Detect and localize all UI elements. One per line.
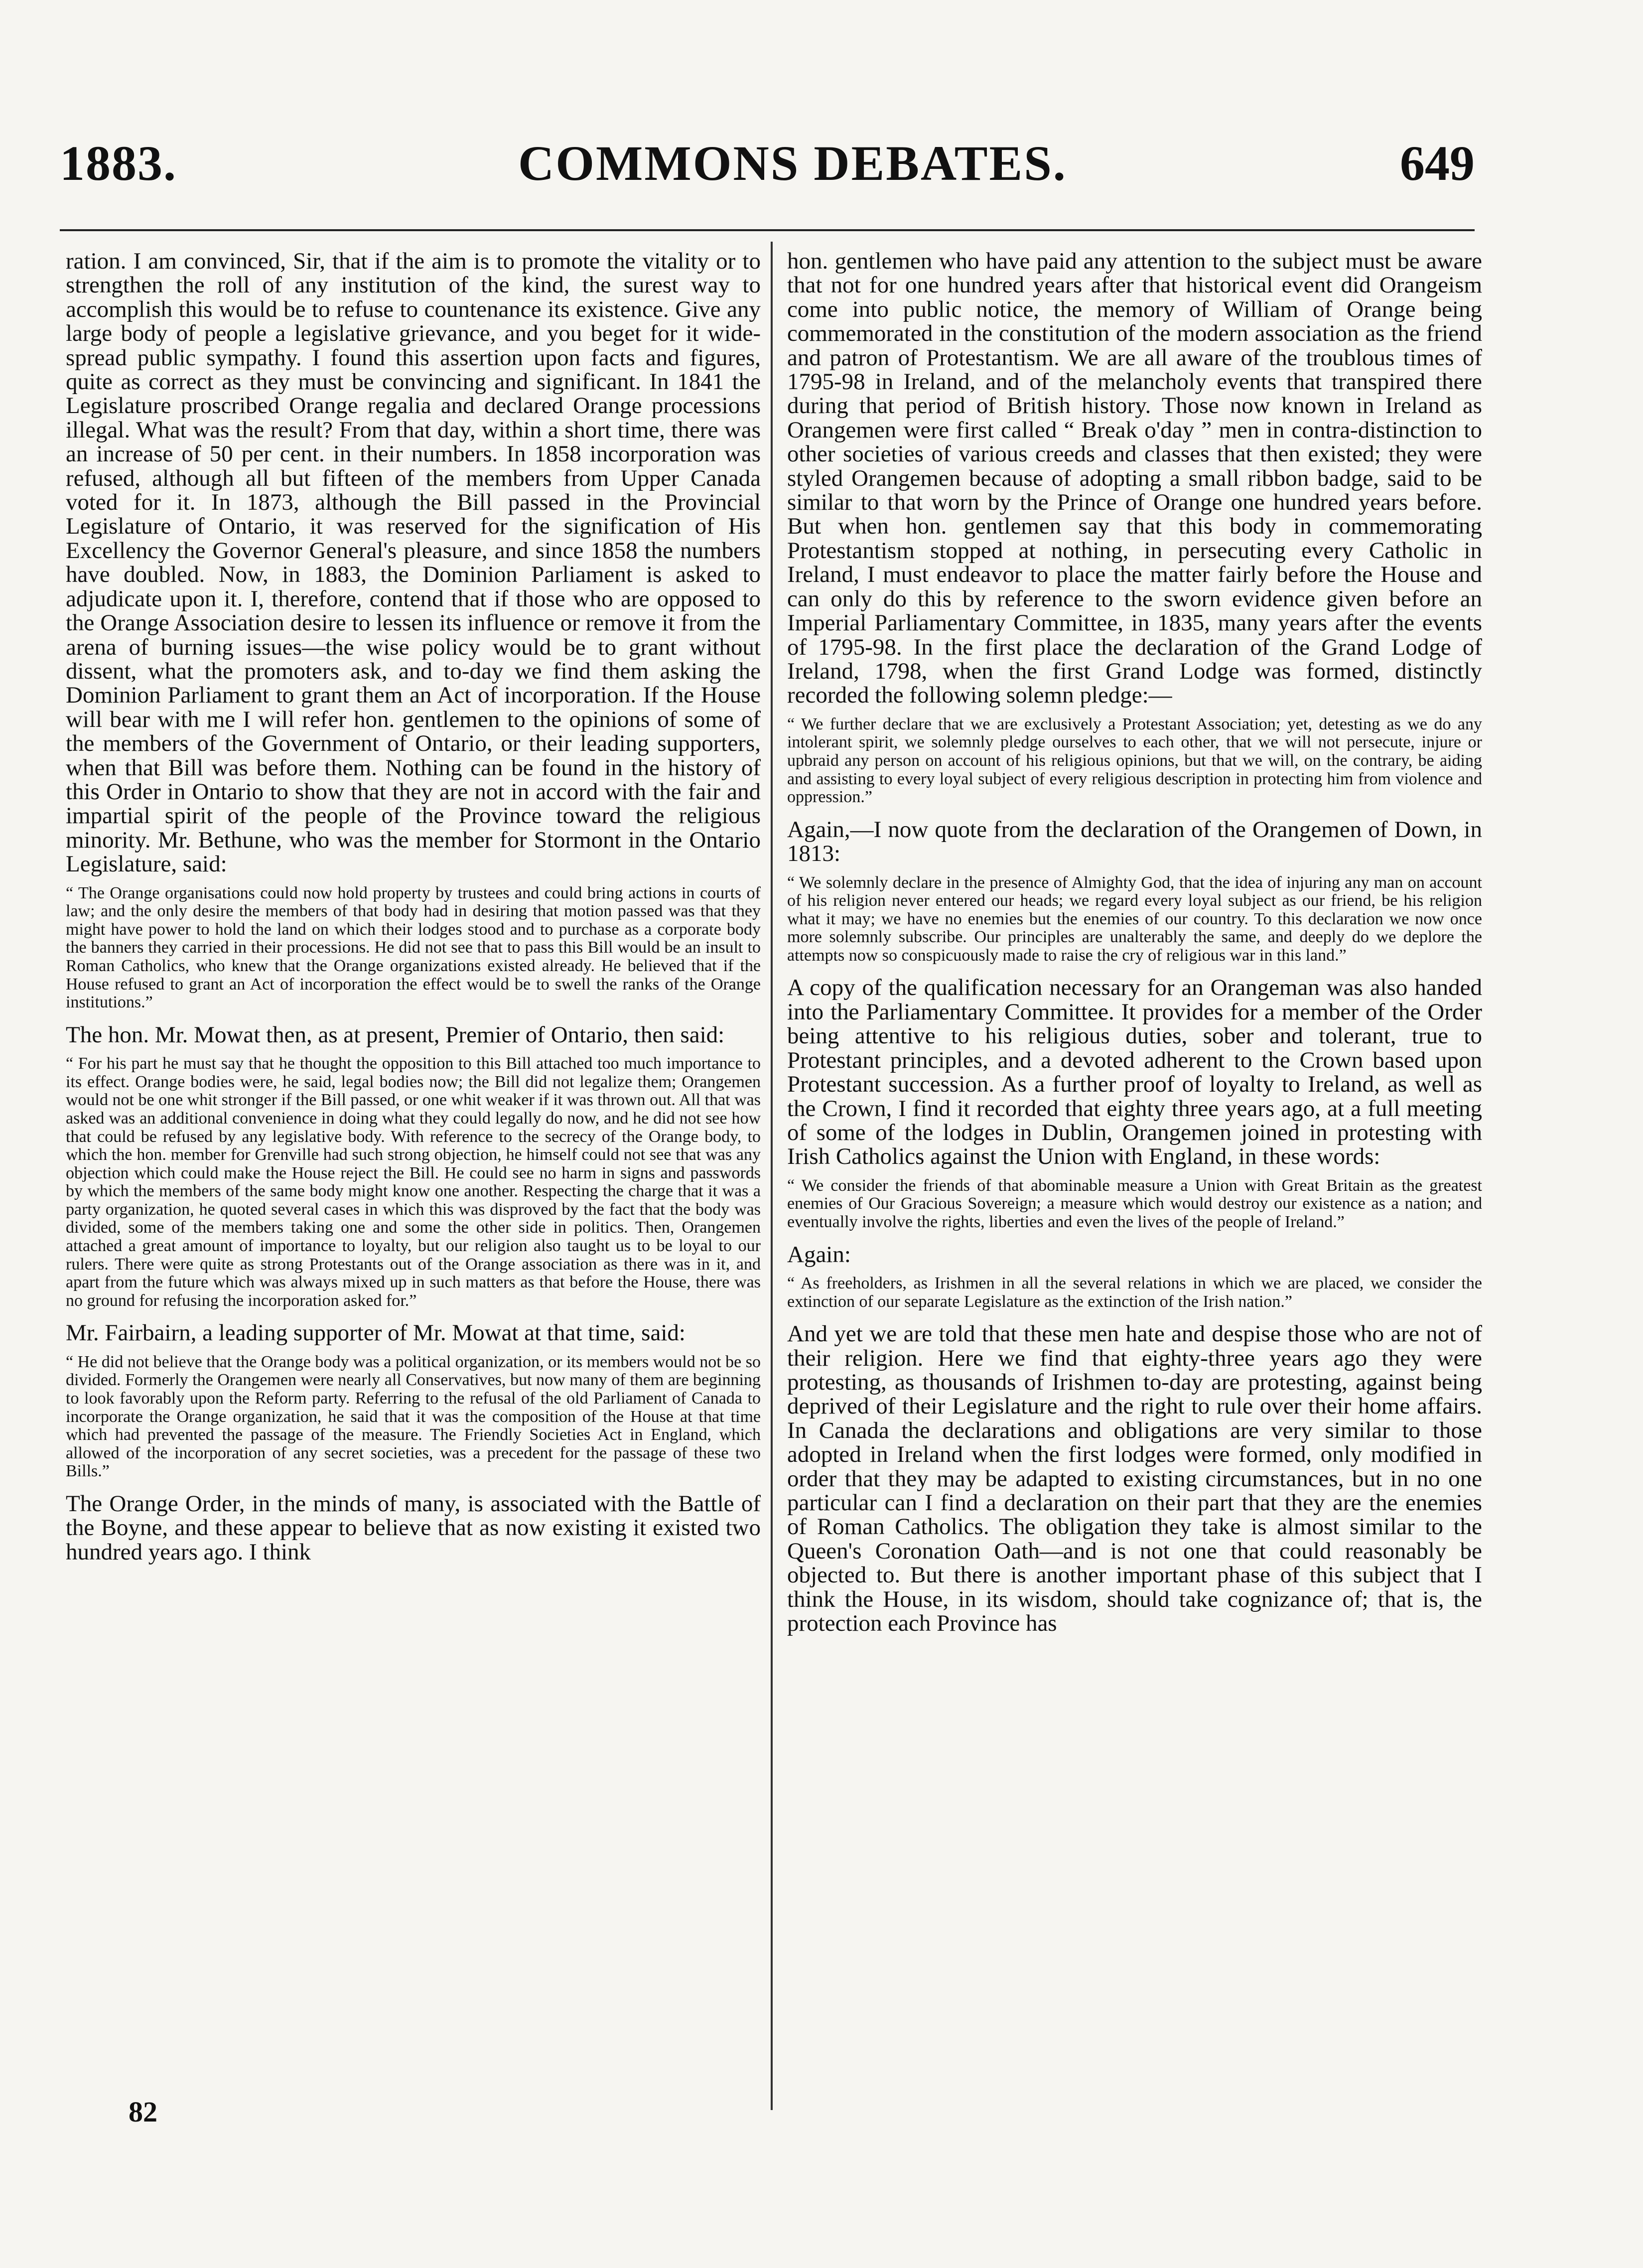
left-column (66, 249, 761, 1564)
body-paragraph: The Orange Order, in the minds of many, is associated with the Battle of the Boyne, and these appear to believe that as now existing it existed two hundred years ago. I think (66, 1491, 761, 1565)
body-paragraph: Mr. Fairbairn, a leading supporter of Mr. Mowat at that time, said: (66, 1320, 685, 1346)
header-title: COMMONS DEBATES. (518, 136, 1067, 191)
body-paragraph: And yet we are told that these men hate and despise those who are not of their religion. Here we find that eighty-three years ago they were protesting, as thousands of Irishmen to-day are protesting, against being deprived of their Legislature and the right to rule over their home affairs. In Canada the declarations and obligations are very similar to those adopted in Ireland when the first lodges were formed, only modified in order that they may be adapted to existing circumstances, but in no one particular can I find a declaration on their part that they are the enemies of Roman Catholics. The obligation they take is almost similar to the Queen's Coronation Oath—and is not one that could reasonably be objected to. But there is another important phase of this subject that I think the House, in its wisdom, should take cognizance of; that is, the protection each Province has (787, 1321, 1482, 1636)
body-paragraph: A copy of the qualification necessary for an Orangeman was also handed into the Parliamentary Committee. It provides for a member of the Order being attentive to his religious duties, sober and tolerant, true to Protestant principles, and a devoted adherent to the Crown based upon Protestant succession. As a further proof of loyalty to Ireland, as well as the Crown, I find it recorded that eighty three years ago, at a full meeting of some of the lodges in Dublin, Orangemen joined in protesting with Irish Catholics against the Union with England, in these words: (787, 975, 1482, 1170)
header-year: 1883. (60, 136, 177, 191)
body-paragraph: Again,—I now quote from the declaration of the Orangemen of Down, in 1813: (787, 816, 1482, 867)
quoted-passage: “ We solemnly declare in the presence of Almighty God, that the idea of injuring any man on account of his religion never entered our heads; we regard every loyal subject as our friend, be his religion what it may; we have no enemies but the enemies of our country. To this declaration we now once more solemnly subscribe. Our principles are unalterably the same, and deeply do we deplore the attempts now so conspicuously made to raise the cry of religious war in this land.” (787, 873, 1482, 965)
quoted-passage: “ The Orange organisations could now hold property by trustees and could bring actions in courts of law; and the only desire the members of that body had in desiring that motion passed was that they might have power to hold the land on which their lodges stood and to purchase as a corporate body the banners they carried in their processions. He did not see that to pass this Bill would be an insult to Roman Catholics, who knew that the Orange organizations existed already. He believed that if the House refused to grant an Act of incorporation the effect would be to swell the ranks of the Orange institutions.” (66, 883, 761, 1012)
body-paragraph: ration. I am convinced, Sir, that if the aim is to promote the vitality or to strengthen the roll of any institution of the kind, the surest way to accomplish this would be to refuse to countenance its existence. Give any large body of people a legislative grievance, and you beget for it wide-spread public sympathy. I found this assertion upon facts and figures, quite as correct as they must be convincing and significant. In 1841 the Legislature proscribed Orange regalia and declared Orange processions illegal. What was the result? From that day, within a short time, there was an increase of 50 per cent. in their numbers. In 1858 incorporation was refused, although all but fifteen of the members from Upper Canada voted for it. In 1873, although the Bill passed in the Provincial Legislature of Ontario, it was reserved for the signification of His Excellency the Governor General's pleasure, and since 1858 the numbers have doubled. Now, in 1883, the Dominion Parliament is asked to adjudicate upon it. I, therefore, contend that if those who are opposed to the Orange Association desire to lessen its influence or remove it from the arena of burning issues—the wise policy would be to grant without dissent, what the promoters ask, and to-day we find them asking the Dominion Parliament to grant them an Act of incorporation. If the House will bear with me I will refer hon. gentlemen to the opinions of some of the members of the Government of Ontario, or their leading supporters, when that Bill was before them. Nothing can be found in the history of this Order in Ontario to show that they are not in accord with the fair and impartial spirit of the people of the Province toward the religious minority. Mr. Bethune, who was the member for Stormont in the Ontario Legislature, said: (66, 248, 761, 877)
quoted-passage: “ We consider the friends of that abominable measure a Union with Great Britain as the greatest enemies of Our Gracious Sovereign; a measure which would destroy our existence as a nation; and eventually involve the rights, liberties and even the lives of the people of Ireland.” (787, 1176, 1482, 1231)
body-paragraph: The hon. Mr. Mowat then, as at present, Premier of Ontario, then said: (66, 1021, 725, 1048)
right-column (787, 249, 1482, 1635)
quoted-passage: “ We further declare that we are exclusively a Protestant Association; yet, detesting as we do any intolerant spirit, we solemnly pledge ourselves to each other, that we will not persecute, injure or upbraid any person on account of his religious opinions, but that we will, on the contrary, be aiding and assisting to every loyal subject of every religious description in protecting him from violence and oppression.” (787, 714, 1482, 807)
signature-mark: 82 (129, 2096, 157, 2128)
page-header (60, 120, 1475, 194)
body-paragraph: hon. gentlemen who have paid any attention to the subject must be aware that not for one hundred years after that historical event did Orangeism come into public notice, the memory of William of Orange being commemorated in the constitution of the modern association as the friend and patron of Protestantism. We are all aware of the troublous times of 1795-98 in Ireland, and of the melancholy events that transpired there during that period of British history. Those now known in Ireland as Orangemen were first called “ Break o'day ” men in contra-distinction to other societies of various creeds and classes that then existed; they were styled Orangemen because of adopting a small ribbon badge, said to be similar to that worn by the Prince of Orange one hundred years before. But when hon. gentlemen say that this body in commemorating Protestantism stopped at nothing, in persecuting every Catholic in Ireland, I must endeavor to place the matter fairly before the House and can only do this by reference to the sworn evidence given before an Imperial Parliamentary Committee, in 1835, many years after the events of 1795-98. In the first place the declaration of the Grand Lodge of Ireland, 1798, when the first Grand Lodge was formed, distinctly recorded the following solemn pledge:— (787, 248, 1482, 709)
header-page-number: 649 (1400, 136, 1475, 191)
body-paragraph: Again: (787, 1241, 851, 1268)
quoted-passage: “ For his part he must say that he thought the opposition to this Bill attached too much importance to its effect. Orange bodies were, he said, legal bodies now; the Bill did not legalize them; Orangemen would not be one whit stronger if the Bill passed, or one whit weaker if it was thrown out. All that was asked was an additional convenience in doing what they could legally do now, and he did not see how that could be refused by any legislative body. With reference to the secrecy of the Orange body, to which the hon. member for Grenville had such strong objection, he himself could not see that was any objection which could make the House reject the Bill. He could see no harm in signs and passwords by which the members of the same body might know one another. Respecting the charge that it was a party organization, he quoted several cases in which this was disproved by the fact that the body was divided, some of the members taking one and some the other side in politics. Then, Orangemen attached a great amount of importance to loyalty, but our religion also taught us to be loyal to our rulers. There were quite as strong Protestants out of the Orange association as there was in it, and apart from the future which was always mixed up in such matters as that before the House, there was no ground for refusing the incorporation asked for.” (66, 1054, 761, 1310)
quoted-passage: “ He did not believe that the Orange body was a political organization, or its members would not be so divided. Formerly the Orangemen were nearly all Conservatives, but now many of them are beginning to look favorably upon the Reform party. Referring to the refusal of the old Parliament of Canada to incorporate the Orange organization, he said that it was the composition of the House at that time which had prevented the passage of the measure. The Friendly Societies Act in England, which allowed of the incorporation of any secret societies, was a precedent for the passage of these two Bills.” (66, 1352, 761, 1481)
quoted-passage: “ As freeholders, as Irishmen in all the several relations in which we are placed, we consider the extinction of our separate Legislature as the extinction of the Irish nation.” (787, 1274, 1482, 1311)
column-divider (771, 242, 773, 2110)
header-rule (60, 229, 1475, 231)
